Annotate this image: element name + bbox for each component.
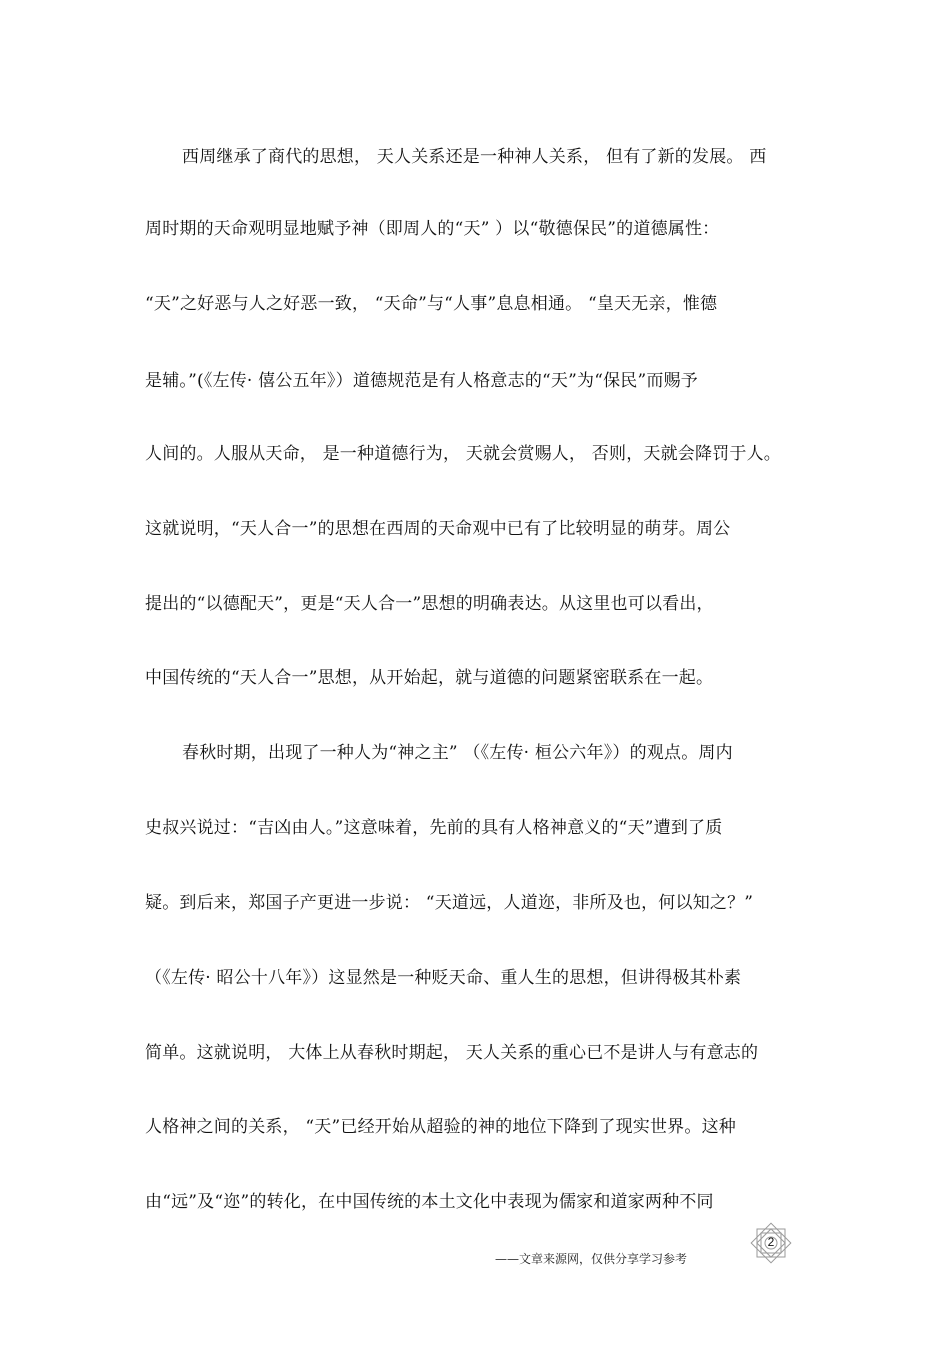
paragraph-2-line-2: 史叔兴说过：“吉凶由人。”这意味着，先前的具有人格神意义的“天”遭到了质 <box>145 818 723 838</box>
paragraph-1-line-7: 提出的“以德配天”，更是“天人合一”思想的明确表达。从这里也可以看出， <box>145 594 714 614</box>
paragraph-1-line-5: 人间的。人服从天命， 是一种道德行为， 天就会赏赐人， 否则，天就会降罚于人。 <box>145 444 782 464</box>
paragraph-2-line-3: 疑。到后来，郑国子产更进一步说： “天道远，人道迩，非所及也，何以知之？” <box>145 893 754 913</box>
paragraph-1-line-1: 西周继承了商代的思想， 天人关系还是一种神人关系， 但有了新的发展。 西 <box>182 147 767 167</box>
page-number-badge <box>748 1220 794 1266</box>
paragraph-2-line-1: 春秋时期，出现了一种人为“神之主” （《左传· 桓公六年》）的观点。周内 <box>182 743 733 763</box>
paragraph-1-line-8: 中国传统的“天人合一”思想，从开始起，就与道德的问题紧密联系在一起。 <box>145 668 714 688</box>
paragraph-1-line-2: 周时期的天命观明显地赋予神（即周人的“天” ）以“敬德保民”的道德属性： <box>145 219 720 239</box>
paragraph-2-line-6: 人格神之间的关系， “天”已经开始从超验的神的地位下降到了现实世界。这种 <box>145 1117 736 1137</box>
paragraph-2-line-5: 简单。这就说明， 大体上从春秋时期起， 天人关系的重心已不是讲人与有意志的 <box>145 1043 759 1063</box>
paragraph-1-line-4: 是辅。”(《左传· 僖公五年》）道德规范是有人格意志的“天”为“保民”而赐予 <box>145 371 698 391</box>
paragraph-1-line-6: 这就说明，“天人合一”的思想在西周的天命观中已有了比较明显的萌芽。周公 <box>145 519 731 539</box>
paragraph-1-line-3: “天”之好恶与人之好恶一致， “天命”与“人事”息息相通。 “皇天无亲，惟德 <box>145 294 718 314</box>
footer-source-note: ——文章来源网，仅供分享学习参考 <box>495 1252 688 1266</box>
paragraph-2-line-7: 由“远”及“迩”的转化，在中国传统的本土文化中表现为儒家和道家两种不同 <box>145 1192 714 1212</box>
page-number: 2 <box>767 1235 775 1249</box>
paragraph-2-line-4: （《左传· 昭公十八年》）这显然是一种贬天命、重人生的思想，但讲得极其朴素 <box>145 968 742 988</box>
